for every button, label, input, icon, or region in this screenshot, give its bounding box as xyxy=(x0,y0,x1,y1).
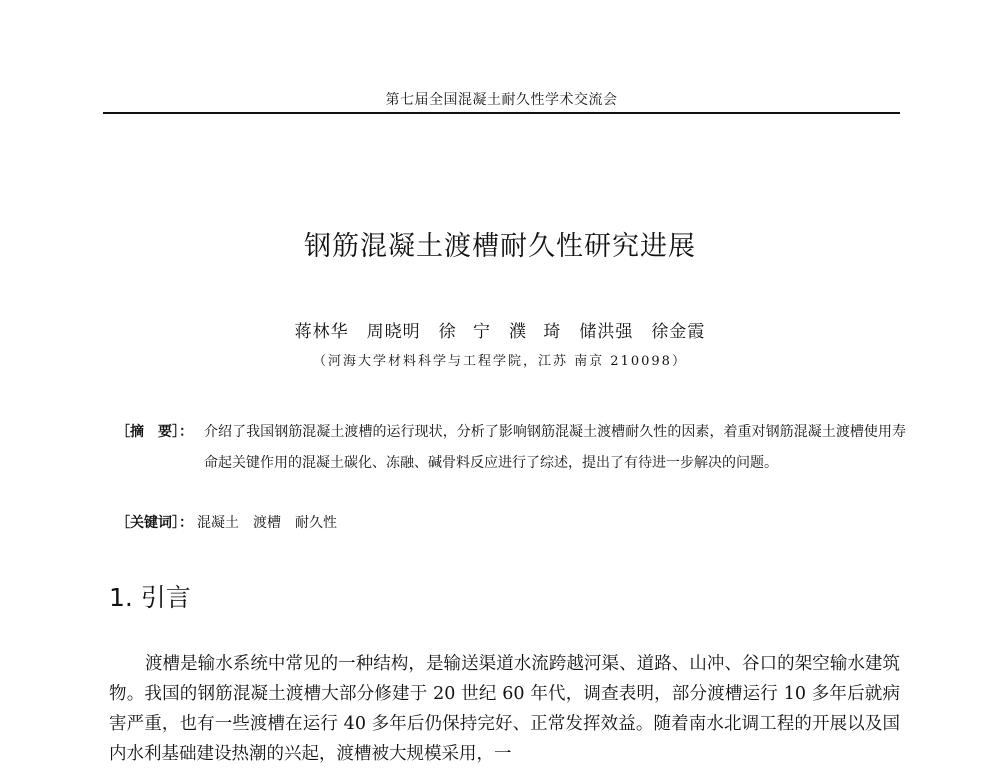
keywords-block xyxy=(116,512,337,534)
body-paragraph: 渡槽是输水系统中常见的一种结构，是输送渠道水流跨越河渠、道路、山冲、谷口的架空输水建筑物。我国的钢筋混凝土渡槽大部分修建于 20 世纪 60 年代，调查表明，部分渡槽运行 10 多年后就病害严重，也有一些渡槽在运行 40 多年后仍保持完好、正常发挥效益。随着南水北调工程的开展以及国内水利基础建设热潮的兴起，渡槽被大规模采用，一 xyxy=(109,654,900,764)
author-list: 蒋林华 周晓明 徐 宁 濮 琦 储洪强 徐金霞 xyxy=(294,322,706,342)
author-affiliation: （河海大学材料科学与工程学院，江苏 南京 210098） xyxy=(313,354,687,369)
keywords-text: 混凝土 渡槽 耐久性 xyxy=(197,515,337,531)
abstract-block xyxy=(116,417,906,479)
keywords-label: ［关键词］： xyxy=(116,515,193,531)
abstract-text: 介绍了我国钢筋混凝土渡槽的运行现状，分析了影响钢筋混凝土渡槽耐久性的因素，着重对钢筋混凝土渡槽使用寿命起关键作用的混凝土碳化、冻融、碱骨料反应进行了综述，提出了有待进一步解决的问题。 xyxy=(204,424,906,471)
abstract-label: ［摘 要］： xyxy=(116,424,193,440)
running-header: 第七届全国混凝土耐久性学术交流会 xyxy=(385,92,618,108)
header-divider xyxy=(103,112,900,114)
paper-title: 钢筋混凝土渡槽耐久性研究进展 xyxy=(304,231,696,262)
section-heading-introduction: 1. 引言 xyxy=(109,583,191,612)
